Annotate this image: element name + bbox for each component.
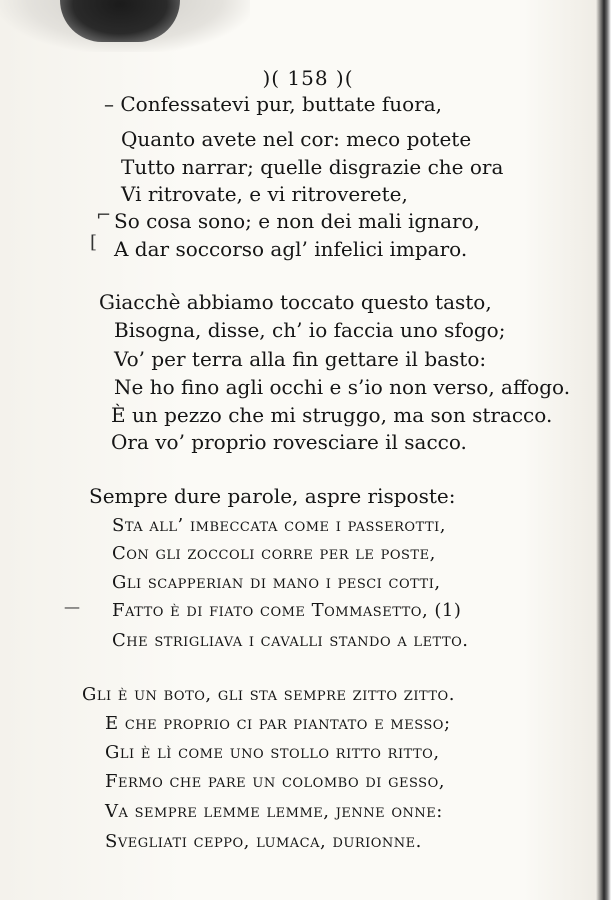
verse-line: Sta all’ imbeccata come i passerotti,	[112, 515, 447, 536]
verse-line: Giacchè abbiamo toccato questo tasto,	[99, 290, 492, 314]
verse-line: A dar soccorso agl’ infelici imparo.	[114, 237, 468, 261]
verse-line: E che proprio ci par piantato e messo;	[105, 713, 451, 734]
verse-line: Bisogna, disse, ch’ io faccia uno sfogo;	[114, 318, 506, 342]
margin-dash-mark: —	[64, 597, 80, 616]
page-number: )( 158 )(	[262, 66, 354, 90]
verse-line: Svegliati ceppo, lumaca, durionne.	[105, 831, 422, 852]
verse-line: Vo’ per terra alla fin gettare il basto:	[114, 347, 487, 371]
verse-line: Con gli zoccoli corre per le poste,	[112, 543, 436, 564]
page-binding-edge	[596, 0, 616, 900]
verse-line: So cosa sono; e non dei mali ignaro,	[114, 209, 480, 233]
verse-line: Gli scapperian di mano i pesci cotti,	[112, 572, 441, 593]
verse-line: – Confessatevi pur, buttate fuora,	[104, 92, 443, 116]
verse-line: Fatto è di fiato come Tommasetto, (1)	[112, 600, 462, 621]
verse-line: È un pezzo che mi struggo, ma son stracco.	[111, 403, 553, 427]
verse-line: Fermo che pare un colombo di gesso,	[105, 771, 445, 792]
verse-line: Va sempre lemme lemme, jenne onne:	[105, 801, 443, 822]
verse-line: Quanto avete nel cor: meco potete	[121, 127, 472, 151]
margin-bracket-mark: ⌐	[96, 205, 112, 226]
verse-line: Gli è lì come uno stollo ritto ritto,	[105, 742, 440, 763]
verse-line: Ora vo’ proprio rovesciare il sacco.	[111, 430, 467, 454]
verse-line: Tutto narrar; quelle disgrazie che ora	[121, 155, 504, 179]
verse-line: Sempre dure parole, aspre risposte:	[89, 484, 456, 508]
margin-bracket-mark: [	[90, 232, 98, 253]
verse-line: Ne ho fino agli occhi e s’io non verso, affogo.	[114, 375, 571, 399]
verse-line: Che strigliava i cavalli stando a letto.	[112, 630, 469, 651]
verse-line: Vi ritrovate, e vi ritroverete,	[121, 182, 408, 206]
verse-line: Gli è un boto, gli sta sempre zitto zitto.	[82, 684, 455, 705]
